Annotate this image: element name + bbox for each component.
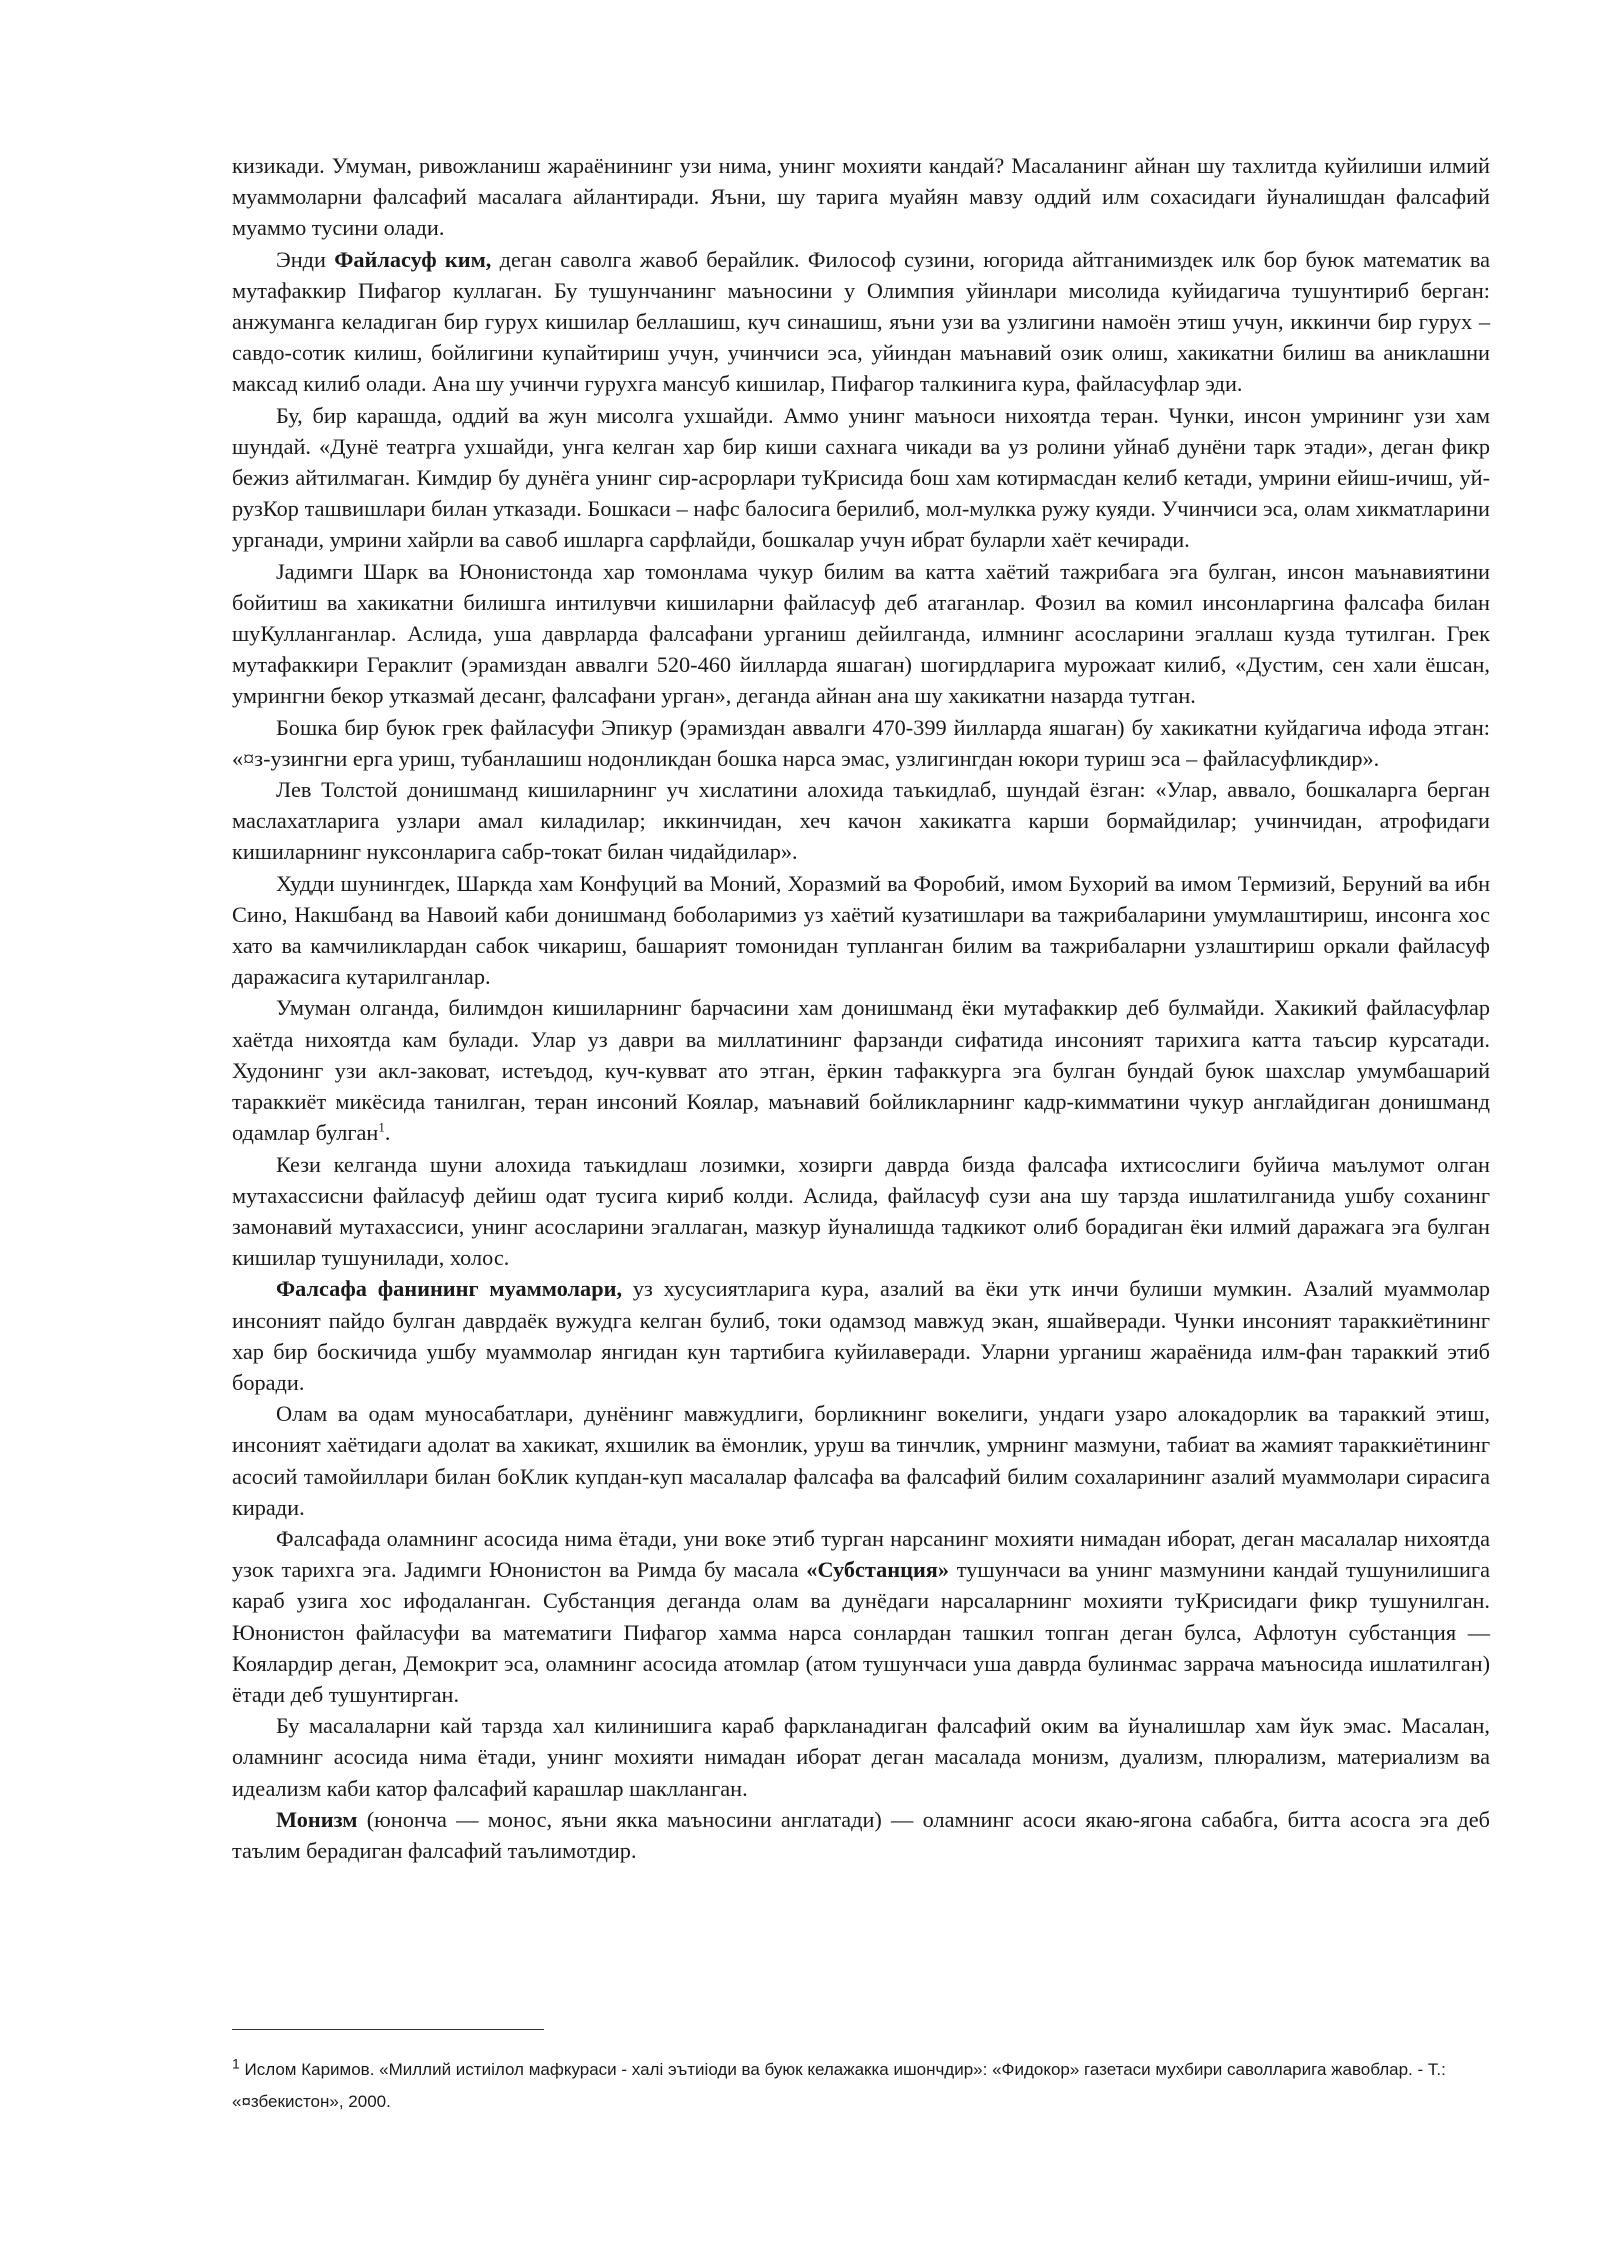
- paragraph-12: Фалсафада оламнинг асосида нима ётади, уни воке этиб турган нарсанинг мохияти нимадан иборат, деган масалалар нихоятда узок тарихга эга. Јадимги Юнонистон ва Римда бу масала «Субстанция» тушунчаси ва унинг мазмунини кандай тушунилишига караб узига хос ифодаланган. Субстанция деганда олам ва дунёдаги нарсаларнинг мохияти туКрисидаги фикр тушунилган. Юнонистон файласуфи ва математиги Пифагор хамма нарса сонлардан ташкил топган деган булса, Афлотун субстанция — Коялардир деган, Демокрит эса, оламнинг асосида атомлар (атом тушунчаси уша даврда булинмас заррача маъносида ишлатилган) ётади деб тушунтирган.: [232, 1525, 1490, 1707]
- paragraph-6: Лев Толстой донишманд кишиларнинг уч хислатини алохида таъкидлаб, шундай ёзган: «Улар, аввало, бошкаларга берган маслахатларига узлари амал киладилар; иккинчидан, хеч качон хакикатга карши бормайдилар; учинчидан, атрофидаги кишиларнинг нуксонларига сабр-токат билан чидайдилар».: [232, 777, 1490, 865]
- paragraph-8: Умуман олганда, билимдон кишиларнинг барчасини хам донишманд ёки мутафаккир деб булмайди. Хакикий файласуфлар хаётда нихоятда кам булади. Улар уз даври ва миллатининг фарзанди сифатида инсоният тарихига катта таъсир курсатади. Худонинг узи акл-заковат, истеъдод, куч-кувват ато этган, ёркин тафаккурга эга булган бундай буюк шахслар умумбашарий тараккиёт микёсида танилган, теран инсоний Коялар, маънавий бойликларнинг кадр-кимматини чукур англайдиган донишманд одамлар булган$^1$.: [232, 995, 1490, 1146]
- footnote-ref[interactable]: 1: [378, 1119, 385, 1135]
- document-body: [232, 150, 1490, 1866]
- paragraph-2: Энди Файласуф ким, деган саволга жавоб берайлик. Философ сузини, югорида айтганимиздек илк бор буюк математик ва мутафаккир Пифагор куллаган. Бу тушунчанинг маъносини у Олимпия уйинлари мисолида куйидагича тушунтириб берган: анжуманга келадиган бир гурух кишилар беллашиш, куч синашиш, яъни узи ва узлигини намоён этиш учун, иккинчи бир гурух – савдо-сотик килиш, бойлигини купайтириш учун, учинчиси эса, уйиндан маънавий озик олиш, хакикатни билиш ва аниклашни максад килиб олади. Ана шу учинчи гурухга мансуб кишилар, Пифагор талкинига кура, файласуфлар эди.: [232, 246, 1490, 397]
- paragraph-9: Кези келганда шуни алохида таъкидлаш лозимки, хозирги даврда бизда фалсафа ихтисослиги буйича маълумот олган мутахассисни файласуф дейиш одат тусига кириб колди. Аслида, файласуф сузи ана шу тарзда ишлатилганида ушбу соханинг замонавий мутахассиси, унинг асосларини эгаллаган, мазкур йуналишда тадкикот олиб борадиган ёки илмий даражага эга булган кишилар тушунилади, холос.: [232, 1151, 1490, 1271]
- paragraph-13: Бу масалаларни кай тарзда хал килинишига караб фаркланадиган фалсафий оким ва йуналишлар хам йук эмас. Масалан, оламнинг асосида нима ётади, унинг мохияти нимадан иборат деган масалада монизм, дуализм, плюрализм, материализм ва идеализм каби катор фалсафий карашлар шаклланган.: [232, 1713, 1490, 1801]
- paragraph-3: Бу, бир карашда, оддий ва жун мисолга ухшайди. Аммо унинг маъноси нихоятда теран. Чунки, инсон умрининг узи хам шундай. «Дунё театрга ухшайди, унга келган хар бир киши сахнага чикади ва уз ролини уйнаб дунёни тарк этади», деган фикр бежиз айтилмаган. Кимдир бу дунёга унинг сир-асрорлари туКрисида бош хам котирмасдан келиб кетади, умрини ейиш-ичиш, уй-рузКор ташвишлари билан утказади. Бошкаси – нафс балосига берилиб, мол-мулкка ружу куяди. Учинчиси эса, олам хикматларини урганади, умрини хайрли ва савоб ишларга сарфлайди, бошкалар учун ибрат буларли хаёт кечиради.: [232, 402, 1490, 553]
- paragraph-10: Фалсафа фанининг муаммолари, уз хусусиятларига кура, азалий ва ёки утк инчи булиши мумкин. Азалий муаммолар инсоният пайдо булган даврдаёк вужудга келган булиб, токи одамзод мавжуд экан, яшайверади. Чунки инсоният тараккиётининг хар бир боскичида ушбу муаммолар янгидан кун тартибига куйилаверади. Уларни урганиш жараёнида илм-фан тараккий этиб боради.: [232, 1276, 1490, 1395]
- paragraph-1: кизикади. Умуман, ривожланиш жараёнининг узи нима, унинг мохияти кандай? Масаланинг айнан шу тахлитда куйилиши илмий муаммоларни фалсафий масалага айлантиради. Яъни, шу тарига муайян мавзу оддий илм сохасидаги йуналишдан фалсафий муаммо тусини олади.: [232, 153, 1490, 241]
- term-faylasuf: Файласуф ким,: [334, 246, 492, 272]
- footnote-separator: [232, 2029, 544, 2030]
- paragraph-7: Худди шунингдек, Шаркда хам Конфуций ва Моний, Хоразмий ва Форобий, имом Бухорий ва имом Термизий, Беруний ва ибн Сино, Накшбанд ва Навоий каби донишманд боболаримиз уз хаётий кузатишлари ва тажрибаларини умумлаштириш, инсонга хос хато ва камчиликлардан сабок чикариш, башарият томонидан тупланган билим ва тажрибаларни узлаштириш оркали файласуф даражасига кутарилганлар.: [232, 870, 1490, 990]
- footnote-mark: 1: [232, 2055, 240, 2072]
- term-substantsiya: «Субстанция»: [806, 1557, 950, 1583]
- term-falsafa-muammolari: Фалсафа фанининг муаммолари,: [276, 1276, 623, 1302]
- footnote: [232, 2054, 1490, 2118]
- paragraph-14: Монизм (юнонча — монос, яъни якка маъносини англатади) — оламнинг асоси якаю-ягона сабабга, битта асосга эга деб таълим берадиган фалсафий таълимотдир.: [232, 1806, 1490, 1863]
- paragraph-11: Олам ва одам муносабатлари, дунёнинг мавжудлиги, борликнинг вокелиги, ундаги узаро алокадорлик ва тараккий этиш, инсоният хаётидаги адолат ва хакикат, яхшилик ва ёмонлик, уруш ва тинчлик, умрнинг мазмуни, табиат ва жамият тараккиётининг асосий тамойиллари билан боКлик купдан-куп масалалар фалсафа ва фалсафий билим сохаларининг азалий муаммолари сирасига киради.: [232, 1401, 1490, 1520]
- paragraph-5: Бошка бир буюк грек файласуфи Эпикур (эрамиздан аввалги 470-399 йилларда яшаган) бу хакикатни куйдагича ифода этган: «¤з-узингни ерга уриш, тубанлашиш нодонликдан бошка нарса эмас, узлигингдан юкори туриш эса – файласуфликдир».: [232, 714, 1490, 771]
- term-monizm: Монизм: [276, 1806, 358, 1832]
- paragraph-4: Јадимги Шарк ва Юнонистонда хар томонлама чукур билим ва катта хаётий тажрибага эга булган, инсон маънавиятини бойитиш ва хакикатни билишга интилувчи кишиларни файласуф деб атаганлар. Фозил ва комил инсонларгина фалсафа билан шуКулланганлар. Аслида, уша даврларда фалсафани урганиш дейилганда, илмнинг асосларини эгаллаш кузда тутилган. Грек мутафаккири Гераклит (эрамиздан аввалги 520-460 йилларда яшаган) шогирдларига мурожаат килиб, «Дустим, сен хали ёшсан, умрингни бекор утказмай десанг, фалсафани урган», деганда айнан ана шу хакикатни назарда тутган.: [232, 558, 1490, 709]
- footnote-text: Ислом Каримов. «Миллий истиілол мафкураси - халі эътиіоди ва буюк келажакка ишончдир»: «Фидокор» газетаси мухбири саволларига жавоблар. - Т.: «¤збекистон», 2000.: [232, 2060, 1446, 2111]
